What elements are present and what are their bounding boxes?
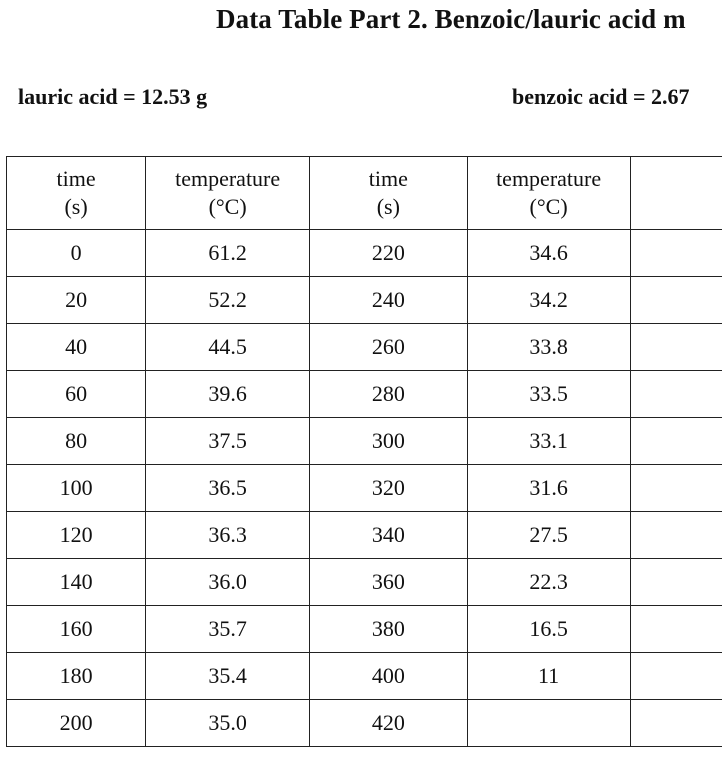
cell-time: 120 [7, 512, 146, 559]
cell-extra [630, 230, 722, 277]
cell-time: 240 [310, 277, 468, 324]
cell-temperature: 34.2 [467, 277, 630, 324]
cell-time: 0 [7, 230, 146, 277]
cell-time: 20 [7, 277, 146, 324]
cell-time: 200 [7, 700, 146, 747]
header-time-1 [7, 157, 146, 230]
cell-temperature: 39.6 [146, 371, 310, 418]
data-table [6, 156, 722, 747]
cell-temperature: 16.5 [467, 606, 630, 653]
header-cut-off [630, 157, 722, 230]
header-temperature-2 [467, 157, 630, 230]
lauric-acid-mass-text: lauric acid = 12.53 [18, 84, 197, 109]
cell-time: 360 [310, 559, 468, 606]
cell-temperature: 36.0 [146, 559, 310, 606]
lauric-acid-mass-unit: g [196, 84, 208, 109]
cell-extra [630, 324, 722, 371]
cell-time: 180 [7, 653, 146, 700]
document-title: Data Table Part 2. Benzoic/lauric acid m [216, 4, 686, 34]
cell-temperature: 36.5 [146, 465, 310, 512]
cell-temperature: 35.7 [146, 606, 310, 653]
header-unit: (s) [64, 194, 88, 219]
cell-extra [630, 418, 722, 465]
header-temperature-1 [146, 157, 310, 230]
cell-extra [630, 653, 722, 700]
cell-temperature: 61.2 [146, 230, 310, 277]
cell-temperature: 52.2 [146, 277, 310, 324]
cell-time: 320 [310, 465, 468, 512]
cell-temperature: 44.5 [146, 324, 310, 371]
cell-extra [630, 512, 722, 559]
cell-temperature: 34.6 [467, 230, 630, 277]
cell-time: 380 [310, 606, 468, 653]
header-label: time [56, 166, 96, 191]
cell-time: 260 [310, 324, 468, 371]
header-unit: (s) [376, 194, 400, 219]
table-row [7, 606, 722, 653]
cell-temperature: 36.3 [146, 512, 310, 559]
cell-time: 400 [310, 653, 468, 700]
cell-temperature: 33.1 [467, 418, 630, 465]
cell-extra [630, 700, 722, 747]
cell-temperature: 22.3 [467, 559, 630, 606]
cell-time: 420 [310, 700, 468, 747]
header-label: temperature [496, 166, 602, 191]
cell-time: 220 [310, 230, 468, 277]
table-row [7, 371, 722, 418]
cell-time: 340 [310, 512, 468, 559]
table-row [7, 653, 722, 700]
table-row [7, 230, 722, 277]
cell-time: 100 [7, 465, 146, 512]
cell-extra [630, 371, 722, 418]
cell-time: 60 [7, 371, 146, 418]
cell-extra [630, 465, 722, 512]
cell-time: 160 [7, 606, 146, 653]
cell-time: 280 [310, 371, 468, 418]
cell-temperature [467, 700, 630, 747]
cell-extra [630, 277, 722, 324]
table-row [7, 324, 722, 371]
cell-temperature: 35.4 [146, 653, 310, 700]
table-row [7, 277, 722, 324]
table-row [7, 700, 722, 747]
cell-time: 40 [7, 324, 146, 371]
benzoic-acid-mass: benzoic acid = 2.67 [512, 84, 690, 109]
header-label: time [368, 166, 408, 191]
table-header-row [7, 157, 722, 230]
cell-extra [630, 606, 722, 653]
header-unit: (°C) [208, 194, 247, 219]
cell-time: 140 [7, 559, 146, 606]
cell-time: 300 [310, 418, 468, 465]
header-label: temperature [175, 166, 281, 191]
table-row [7, 512, 722, 559]
cell-time: 80 [7, 418, 146, 465]
header-unit: (°C) [529, 194, 568, 219]
table-row [7, 418, 722, 465]
cell-temperature: 11 [467, 653, 630, 700]
cell-temperature: 37.5 [146, 418, 310, 465]
cell-extra [630, 559, 722, 606]
cell-temperature: 27.5 [467, 512, 630, 559]
cell-temperature: 35.0 [146, 700, 310, 747]
cell-temperature: 33.8 [467, 324, 630, 371]
table-row [7, 559, 722, 606]
cell-temperature: 33.5 [467, 371, 630, 418]
header-time-2 [310, 157, 468, 230]
lauric-acid-mass [18, 84, 207, 110]
table-row [7, 465, 722, 512]
cell-temperature: 31.6 [467, 465, 630, 512]
